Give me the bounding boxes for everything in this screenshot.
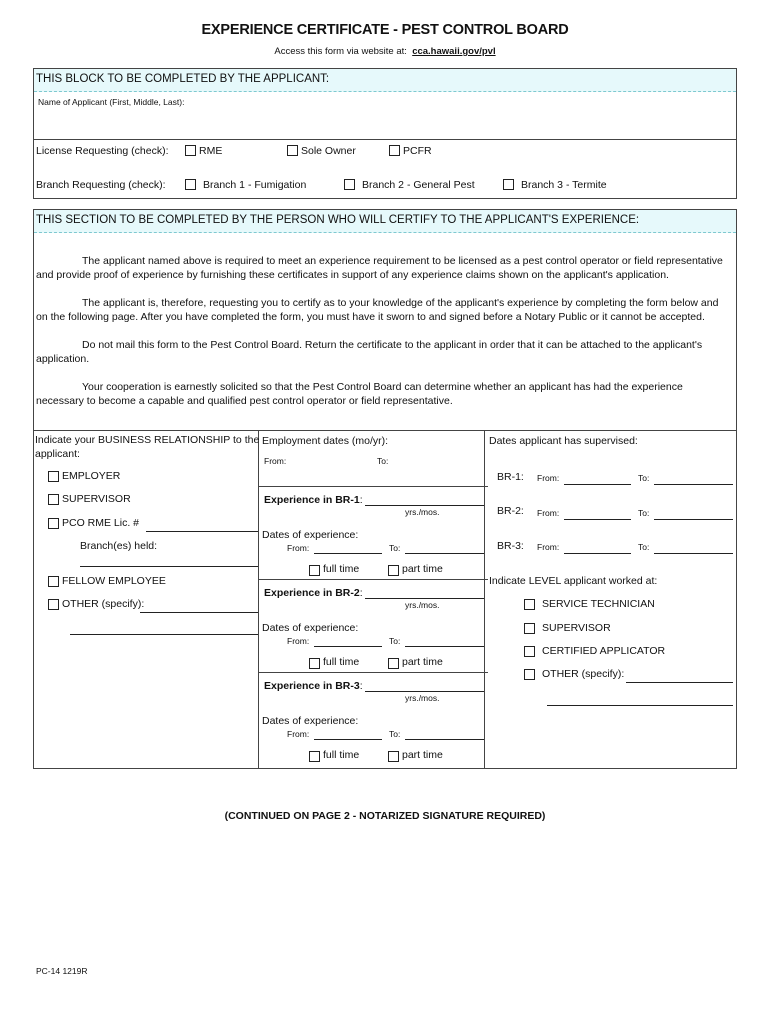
license-rme-checkbox[interactable] <box>185 145 196 156</box>
fellow-employee-label: FELLOW EMPLOYEE <box>62 575 166 587</box>
br3-part-time-checkbox[interactable] <box>388 751 399 762</box>
sup-br2-to-input[interactable] <box>654 519 733 520</box>
br1-from-input[interactable] <box>314 553 382 554</box>
applicant-block <box>33 68 737 199</box>
sup-br3-to-label: To: <box>638 542 650 552</box>
br3-full-time-checkbox[interactable] <box>309 751 320 762</box>
br3-full-time-label: full time <box>323 749 360 761</box>
level-other-checkbox[interactable] <box>524 669 535 680</box>
supervised-label: Dates applicant has supervised: <box>489 435 638 447</box>
experience-br1-label <box>264 494 363 506</box>
colon: : <box>359 680 363 692</box>
level-other-input-2[interactable] <box>547 705 733 706</box>
applicant-header: THIS BLOCK TO BE COMPLETED BY THE APPLICANT: <box>34 69 736 92</box>
para-2b: on the following page. After you have completed the form, you must have it sworn to and signed before a Notary Public or it cannot be accepted. <box>36 311 705 323</box>
page-title: EXPERIENCE CERTIFICATE - PEST CONTROL BOARD <box>201 22 569 38</box>
branch-2-label: Branch 2 - General Pest <box>362 179 475 191</box>
level-service-tech-label: SERVICE TECHNICIAN <box>542 598 655 610</box>
divider <box>34 139 736 140</box>
br1-yrs-label: yrs./mos. <box>405 507 440 517</box>
sup-br1-label: BR-1: <box>497 471 524 483</box>
instructions <box>36 254 736 408</box>
colon: : <box>359 587 363 599</box>
br1-part-time-label: part time <box>402 563 443 575</box>
sup-br3-from-label: From: <box>537 542 560 552</box>
form-id: PC-14 1219R <box>36 966 88 976</box>
other-specify-input-2[interactable] <box>70 634 258 635</box>
sup-br1-to-label: To: <box>638 473 650 483</box>
experience-br1-title: Experience in BR-1 <box>264 494 360 506</box>
certifier-block <box>33 209 737 769</box>
supervisor-label: SUPERVISOR <box>62 493 131 505</box>
divider <box>258 486 488 487</box>
level-label: Indicate LEVEL applicant worked at: <box>489 575 658 587</box>
br1-full-time-label: full time <box>323 563 360 575</box>
employment-from-label: From: <box>264 456 287 466</box>
branch-1-checkbox[interactable] <box>185 179 196 190</box>
license-pcfr-label: PCFR <box>403 145 432 157</box>
br3-from-label: From: <box>287 729 310 739</box>
sup-br3-label: BR-3: <box>497 540 524 552</box>
access-text: Access this form via website at: <box>274 46 407 57</box>
br3-yrs-label: yrs./mos. <box>405 693 440 703</box>
employer-label: EMPLOYER <box>62 470 121 482</box>
br2-full-time-label: full time <box>323 656 360 668</box>
experience-br3-title: Experience in BR-3 <box>264 680 360 692</box>
relationship-label-b: applicant: <box>35 448 80 460</box>
sup-br3-to-input[interactable] <box>654 553 733 554</box>
branches-held-input[interactable] <box>80 566 258 567</box>
license-sole-owner-label: Sole Owner <box>301 145 356 157</box>
license-pcfr-checkbox[interactable] <box>389 145 400 156</box>
br2-part-time-checkbox[interactable] <box>388 658 399 669</box>
experience-br3-label <box>264 680 363 692</box>
name-field[interactable] <box>36 107 734 137</box>
para-1b: and provide proof of experience by furnishing these certificates in support of any experience claims shown on the applicant's application. <box>36 269 669 281</box>
br3-from-input[interactable] <box>314 739 382 740</box>
other-specify-input[interactable] <box>140 612 258 613</box>
br1-years-input[interactable] <box>365 505 484 506</box>
column-divider <box>484 430 485 768</box>
branch-3-label: Branch 3 - Termite <box>521 179 607 191</box>
sup-br1-to-input[interactable] <box>654 484 733 485</box>
sup-br1-from-label: From: <box>537 473 560 483</box>
colon: : <box>359 494 363 506</box>
other-checkbox[interactable] <box>48 599 59 610</box>
continued-note: (CONTINUED ON PAGE 2 - NOTARIZED SIGNATURE REQUIRED) <box>224 810 546 822</box>
para-3b: application. <box>36 353 90 365</box>
br3-years-input[interactable] <box>365 691 484 692</box>
br2-full-time-checkbox[interactable] <box>309 658 320 669</box>
level-other-input[interactable] <box>626 682 733 683</box>
fellow-employee-checkbox[interactable] <box>48 576 59 587</box>
divider <box>258 672 488 673</box>
pco-rme-input[interactable] <box>146 531 258 532</box>
br1-full-time-checkbox[interactable] <box>309 565 320 576</box>
br2-part-time-label: part time <box>402 656 443 668</box>
sup-br2-from-label: From: <box>537 508 560 518</box>
br1-to-label: To: <box>389 543 401 553</box>
access-note <box>0 46 770 57</box>
other-label: OTHER (specify): <box>62 598 145 610</box>
para-4b: necessary to become a capable and qualified pest control operator or field representative. <box>36 395 453 407</box>
relationship-label-a: Indicate your BUSINESS RELATIONSHIP to the <box>35 434 260 446</box>
column-divider <box>258 430 259 768</box>
br2-to-label: To: <box>389 636 401 646</box>
sup-br2-from-input[interactable] <box>564 519 631 520</box>
pco-rme-checkbox[interactable] <box>48 518 59 529</box>
sup-br3-from-input[interactable] <box>564 553 631 554</box>
br1-to-input[interactable] <box>405 553 484 554</box>
br2-yrs-label: yrs./mos. <box>405 600 440 610</box>
br1-dates-label: Dates of experience: <box>262 529 359 541</box>
sup-br1-from-input[interactable] <box>564 484 631 485</box>
employment-label: Employment dates (mo/yr): <box>262 435 389 447</box>
experience-br2-title: Experience in BR-2 <box>264 587 360 599</box>
branches-held-label: Branch(es) held: <box>80 540 158 552</box>
level-certified-applicator-label: CERTIFIED APPLICATOR <box>542 645 666 657</box>
level-supervisor-checkbox[interactable] <box>524 623 535 634</box>
sup-br2-to-label: To: <box>638 508 650 518</box>
para-2a: The applicant is, therefore, requesting you to certify as to your knowledge of the applicant's experience by completing the form below and <box>82 297 719 309</box>
br2-from-input[interactable] <box>314 646 382 647</box>
website-link[interactable]: cca.hawaii.gov/pvl <box>412 46 496 57</box>
br3-to-label: To: <box>389 729 401 739</box>
level-other-label: OTHER (specify): <box>542 668 625 680</box>
divider <box>34 430 736 431</box>
branch-2-checkbox[interactable] <box>344 179 355 190</box>
para-4a: Your cooperation is earnestly solicited so that the Pest Control Board can determine whether an applicant has had the experience <box>82 381 683 393</box>
supervisor-checkbox[interactable] <box>48 494 59 505</box>
br1-part-time-checkbox[interactable] <box>388 565 399 576</box>
br2-from-label: From: <box>287 636 310 646</box>
br1-from-label: From: <box>287 543 310 553</box>
pco-rme-label: PCO RME Lic. # <box>62 517 140 529</box>
employment-to-label: To: <box>377 456 389 466</box>
branch-3-checkbox[interactable] <box>503 179 514 190</box>
br2-to-input[interactable] <box>405 646 484 647</box>
name-label: Name of Applicant (First, Middle, Last): <box>38 97 185 107</box>
branch-1-label: Branch 1 - Fumigation <box>203 179 307 191</box>
employer-checkbox[interactable] <box>48 471 59 482</box>
divider <box>258 579 488 580</box>
certifier-header: THIS SECTION TO BE COMPLETED BY THE PERSON WHO WILL CERTIFY TO THE APPLICANT'S EXPERIENCE: <box>34 210 736 233</box>
para-3a: Do not mail this form to the Pest Control Board. Return the certificate to the applicant in order that it can be attached to the applicant's <box>82 339 703 351</box>
br3-part-time-label: part time <box>402 749 443 761</box>
sup-br2-label: BR-2: <box>497 505 524 517</box>
license-sole-owner-checkbox[interactable] <box>287 145 298 156</box>
para-1a: The applicant named above is required to meet an experience requirement to be licensed as a pest control operator or field representative <box>82 255 723 267</box>
level-certified-applicator-checkbox[interactable] <box>524 646 535 657</box>
license-label: License Requesting (check): <box>36 145 169 157</box>
level-service-tech-checkbox[interactable] <box>524 599 535 610</box>
br3-to-input[interactable] <box>405 739 484 740</box>
license-rme-label: RME <box>199 145 223 157</box>
br3-dates-label: Dates of experience: <box>262 715 359 727</box>
br2-dates-label: Dates of experience: <box>262 622 359 634</box>
branch-label: Branch Requesting (check): <box>36 179 166 191</box>
experience-br2-label <box>264 587 363 599</box>
br2-years-input[interactable] <box>365 598 484 599</box>
level-supervisor-label: SUPERVISOR <box>542 622 611 634</box>
